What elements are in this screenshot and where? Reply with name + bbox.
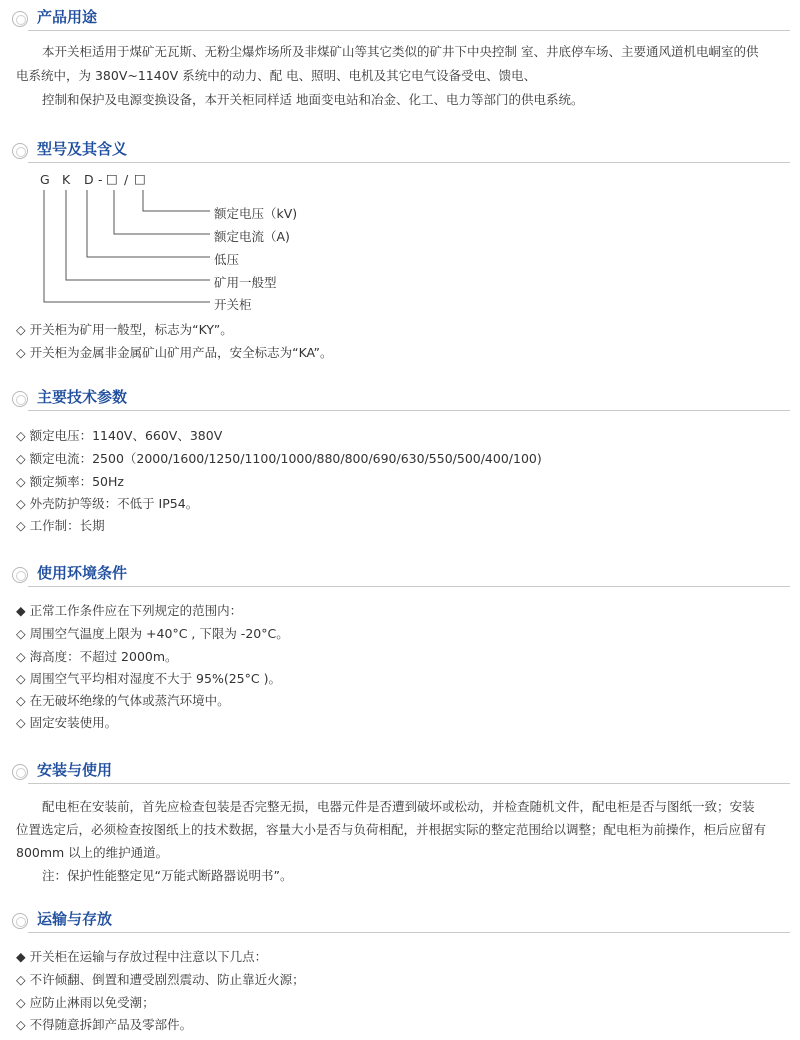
model-code-slash: / xyxy=(124,172,129,187)
section-header-transport xyxy=(0,906,800,936)
usage-line-2: 电系统中，为 380V~1140V 系统中的动力、配 电、照明、电机及其它电气设备受电、馈电、 xyxy=(16,68,537,83)
section-header-install xyxy=(0,757,800,787)
bullet-ring-icon xyxy=(12,913,28,929)
model-label-voltage: 额定电压（kV) xyxy=(214,206,298,221)
model-code-g: G xyxy=(40,172,50,187)
model-note-1: ◇ 开关柜为矿用一般型，标志为“KY”。 xyxy=(16,322,233,337)
section-title-transport: 运输与存放 xyxy=(37,910,113,928)
section-transport xyxy=(0,906,800,936)
header-rule xyxy=(28,783,790,784)
section-header-env xyxy=(0,560,800,590)
model-note-2: ◇ 开关柜为金属非金属矿山矿用产品，安全标志为“KA”。 xyxy=(16,345,333,360)
env-item: ◇ 周围空气温度上限为 +40°C , 下限为 -20°C。 xyxy=(16,626,289,641)
section-title-params: 主要技术参数 xyxy=(37,388,128,406)
header-rule xyxy=(28,410,790,411)
transport-item: ◇ 应防止淋雨以免受潮； xyxy=(16,995,155,1010)
header-rule xyxy=(28,586,790,587)
env-item: ◆ 正常工作条件应在下列规定的范围内： xyxy=(16,603,243,618)
model-code-dash: - xyxy=(98,172,103,187)
model-code-box-1: □ xyxy=(106,171,118,186)
section-install xyxy=(0,757,800,787)
usage-line-1: 本开关柜适用于煤矿无瓦斯、无粉尘爆炸场所及非煤矿山等其它类似的矿井下中央控制 室、井底停车场、主要通风道机电峒室的供 xyxy=(42,44,759,59)
bullet-ring-icon xyxy=(12,391,28,407)
model-code-k: K xyxy=(62,172,71,187)
model-label-switchgear: 开关柜 xyxy=(214,297,252,312)
section-title-usage: 产品用途 xyxy=(37,8,98,26)
install-line-3: 800mm 以上的维护通道。 xyxy=(16,845,169,860)
param-item: ◇ 额定频率：50Hz xyxy=(16,474,124,489)
model-code-box-2: □ xyxy=(134,171,146,186)
param-item: ◇ 外壳防护等级：不低于 IP54。 xyxy=(16,496,199,511)
section-title-env: 使用环境条件 xyxy=(37,564,128,582)
env-item: ◇ 周围空气平均相对湿度不大于 95%(25°C )。 xyxy=(16,671,281,686)
param-item: ◇ 额定电压：1140V、660V、380V xyxy=(16,428,223,443)
install-note: 注：保护性能整定见“万能式断路器说明书”。 xyxy=(42,868,293,883)
param-item: ◇ 额定电流：2500（2000/1600/1250/1100/1000/880/800/690/630/550/500/400/100) xyxy=(16,451,542,466)
section-title-model: 型号及其含义 xyxy=(37,140,128,158)
model-label-mine-type: 矿用一般型 xyxy=(214,275,277,290)
model-code-d: D xyxy=(84,172,94,187)
bullet-ring-icon xyxy=(12,764,28,780)
section-header-params xyxy=(0,384,800,414)
usage-line-3: 控制和保护及电源变换设备，本开关柜同样适 地面变电站和冶金、化工、电力等部门的供电系统。 xyxy=(42,92,584,107)
transport-item: ◇ 不许倾翻、倒置和遭受剧烈震动、防止靠近火源； xyxy=(16,972,305,987)
transport-item: ◆ 开关柜在运输与存放过程中注意以下几点： xyxy=(16,949,268,964)
env-item: ◇ 海高度：不超过 2000m。 xyxy=(16,649,178,664)
install-line-1: 配电柜在安装前，首先应检查包装是否完整无损，电器元件是否遭到破坏或松动，并检查随机文件，配电柜是否与图纸一致；安装 xyxy=(42,799,755,814)
bullet-ring-icon xyxy=(12,567,28,583)
section-params xyxy=(0,384,800,414)
model-label-low-voltage: 低压 xyxy=(214,252,240,267)
param-item: ◇ 工作制：长期 xyxy=(16,518,105,533)
env-item: ◇ 固定安装使用。 xyxy=(16,715,118,730)
model-label-current: 额定电流（A) xyxy=(214,229,290,244)
header-rule xyxy=(28,932,790,933)
env-item: ◇ 在无破坏绝缘的气体或蒸汽环境中。 xyxy=(16,693,230,708)
section-title-install: 安装与使用 xyxy=(37,761,113,779)
section-env xyxy=(0,560,800,590)
transport-item: ◇ 不得随意拆卸产品及零部件。 xyxy=(16,1017,193,1032)
install-line-2: 位置选定后，必须检查按图纸上的技术数据，容量大小是否与负荷相配，并根据实际的整定范围给以调整；配电柜为前操作，柜后应留有 xyxy=(16,822,767,837)
